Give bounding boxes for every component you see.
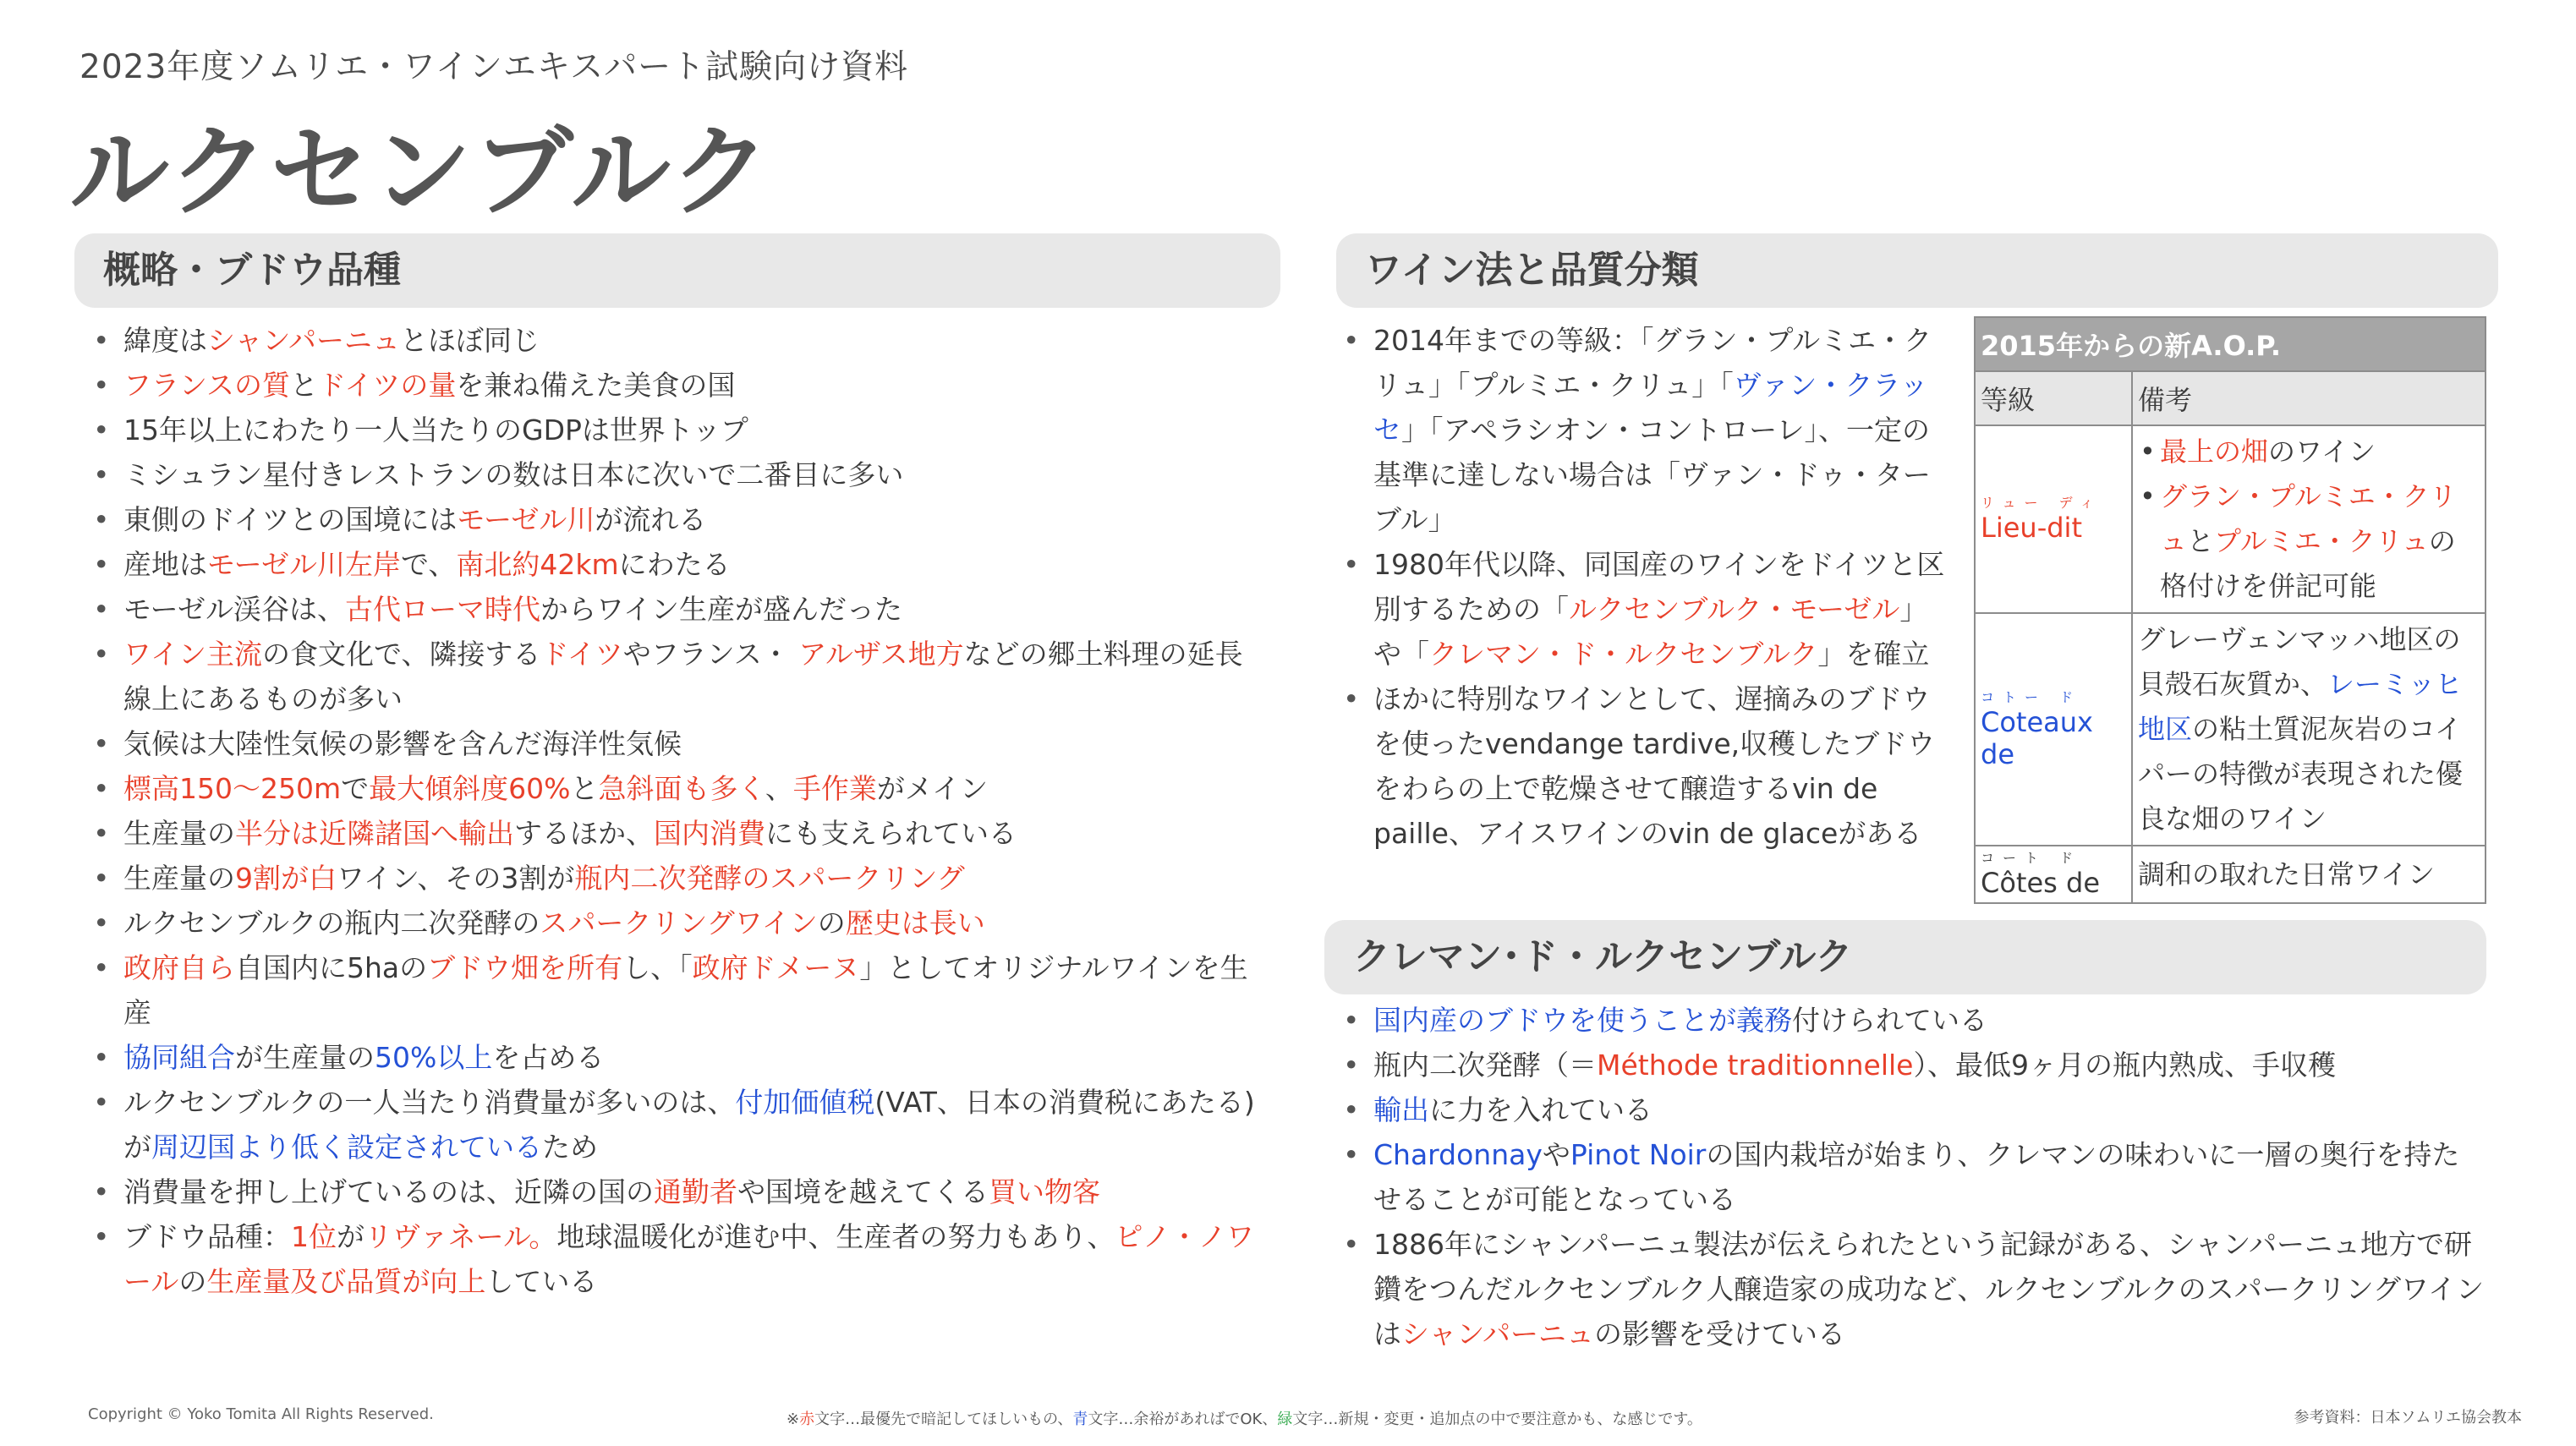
list-item <box>1335 1132 2485 1222</box>
aop-col-grade: 等級 <box>1975 371 2132 425</box>
text-run: ※ <box>787 1410 800 1428</box>
text-run: と <box>2187 525 2215 557</box>
highlighted-text: 付加価値税 <box>735 1086 875 1119</box>
text-run: 文字…新規・変更・追加点の中で要注意かも、な感じです。 <box>1292 1410 1702 1428</box>
list-item <box>1335 318 1952 542</box>
highlighted-text: 1位 <box>291 1220 337 1253</box>
table-row <box>1975 846 2486 903</box>
highlighted-text: リヴァネール。 <box>364 1220 557 1253</box>
aop-grade-cell <box>1975 425 2132 613</box>
list-item <box>85 1214 1269 1304</box>
text-run: を占める <box>492 1041 605 1074</box>
list-item <box>85 901 1269 945</box>
reference-note: 参考資料：日本ソムリエ協会教本 <box>2294 1409 2522 1427</box>
text-run: 瓶内二次発酵（＝ <box>1373 1049 1597 1082</box>
text-run: で <box>341 772 370 805</box>
highlighted-text: ドイツの量 <box>318 369 457 402</box>
list-item <box>85 632 1269 721</box>
text-run: や国境を越えてくる <box>737 1175 989 1208</box>
text-run: 1886年にシャンパーニュ製法が伝えられたという記録がある、シャンパーニュ地方で研鑽をつんだルクセンブルク人醸造家の成功など、ルクセンブルクのスパークリングワインは <box>1373 1228 2485 1350</box>
text-run: ミシュラン星付きレストランの数は日本に次いで二番目に多い <box>123 458 904 491</box>
highlighted-text: 買い物客 <box>989 1175 1100 1208</box>
highlighted-text: ブドウ畑を所有 <box>427 951 623 984</box>
text-run: 文字…最優先で暗記してほしいもの、 <box>814 1410 1073 1428</box>
highlighted-text: レーミッヒ地区 <box>2138 668 2463 745</box>
text-run: を兼ね備えた美食の国 <box>456 369 736 402</box>
law-list <box>1335 318 1952 856</box>
text-run: のワイン <box>2268 435 2376 468</box>
list-item <box>85 542 1269 587</box>
highlighted-text: アルザス地方 <box>798 638 964 671</box>
list-item <box>1335 1222 2485 1356</box>
highlighted-text: 青 <box>1072 1410 1088 1428</box>
aop-grade-cell <box>1975 846 2132 903</box>
text-run: 文字…余裕があればでOK、 <box>1088 1410 1278 1428</box>
text-run: 気候は大陸性気候の影響を含んだ海洋性気候 <box>123 727 682 760</box>
text-run: 緯度は <box>123 324 207 357</box>
text-run: 」や「 <box>1373 593 1928 671</box>
cremant-list <box>1335 998 2485 1356</box>
document-subtitle: 2023年度ソムリエ・ワインエキスパート試験向け資料 <box>79 48 909 86</box>
highlighted-text: 国内消費 <box>654 817 765 850</box>
table-row <box>1975 425 2486 613</box>
color-legend-note <box>787 1407 1702 1429</box>
highlighted-text: モーゼル川左岸 <box>207 548 402 581</box>
highlighted-text: 通勤者 <box>654 1175 737 1208</box>
highlighted-text: 手作業 <box>792 772 877 805</box>
highlighted-text: 政府自ら <box>123 951 235 984</box>
highlighted-text: Méthode traditionnelle <box>1597 1049 1914 1082</box>
page-title: ルクセンブルク <box>69 113 772 230</box>
highlighted-text: 半分は近隣諸国へ輸出 <box>235 817 514 850</box>
highlighted-text: ヴァン・クラッセ <box>1373 369 1928 446</box>
text-run: とほぼ同じ <box>400 324 540 357</box>
text-run: ほかに特別なワインとして、遅摘みのブドウを使ったvendange tardive,収穫したブドウをわらの上で乾燥させて醸造するvin de paille、アイスワインのvin de glaceがある <box>1373 682 1936 850</box>
text-run: にわたる <box>618 548 731 581</box>
highlighted-text: 急斜面も多く <box>598 772 765 805</box>
highlighted-text: プルミエ・クリュ <box>2214 525 2429 557</box>
aop-classification-table <box>1974 316 2486 904</box>
highlighted-text: 50%以上 <box>375 1041 493 1074</box>
text-run: と <box>570 772 599 805</box>
highlighted-text: 瓶内二次発酵のスパークリング <box>574 862 965 895</box>
text-run: の <box>817 906 846 939</box>
text-run: やフランス・ <box>622 638 799 671</box>
list-item <box>85 1080 1269 1169</box>
highlighted-text: 生産量及び品質が向上 <box>206 1265 486 1298</box>
highlighted-text: ドイツ <box>540 638 623 671</box>
text-run: などの郷土料理の延長線上にあるものが多い <box>123 638 1243 715</box>
text-run: 、 <box>765 772 793 805</box>
text-run: で、 <box>401 548 457 581</box>
aop-note-list <box>2138 430 2480 609</box>
highlighted-text: フランスの質 <box>123 369 291 402</box>
text-run: し、「 <box>622 951 693 984</box>
aop-note-cell <box>2132 613 2486 846</box>
highlighted-text: ルクセンブルク・モーゼル <box>1569 593 1900 626</box>
list-item <box>85 587 1269 632</box>
list-item <box>1335 1087 2485 1132</box>
list-item <box>85 363 1269 408</box>
text-run: からワイン生産が盛んだった <box>540 593 903 626</box>
text-run: 」としてオリジナルワインを生産 <box>123 951 1248 1029</box>
list-item <box>1335 1043 2485 1087</box>
list-item <box>1335 542 1952 676</box>
text-run: ）、最低9ヶ月の瓶内熟成、手収穫 <box>1913 1049 2336 1082</box>
highlighted-text: ピノ・ノワール <box>123 1220 1255 1298</box>
text-run: 自国内に5haの <box>235 951 428 984</box>
highlighted-text: 輸出 <box>1373 1093 1429 1126</box>
text-run: 1980年代以降、同国産のワインをドイツと区別するための「 <box>1373 548 1945 626</box>
aop-table-title: 2015年からの新A.O.P. <box>1975 317 2486 371</box>
text-run: ため <box>542 1131 598 1164</box>
text-run: している <box>485 1265 598 1298</box>
highlighted-text: シャンパーニュ <box>1401 1317 1595 1350</box>
text-run: 」「アペラシオン・コントローレ」、一定の基準に達しない場合は「ヴァン・ドゥ・ターブル」 <box>1373 414 1931 536</box>
highlighted-text: 最上の畑 <box>2160 435 2269 468</box>
list-item <box>85 811 1269 856</box>
highlighted-text: 赤 <box>799 1410 815 1428</box>
list-item <box>2138 430 2480 474</box>
text-run: 消費量を押し上げているのは、近隣の国の <box>123 1175 654 1208</box>
text-run: がメイン <box>876 772 989 805</box>
section-header-law: ワイン法と品質分類 <box>1336 233 2498 308</box>
text-run: 付けられている <box>1792 1004 1987 1037</box>
text-run: が生産量の <box>235 1041 375 1074</box>
text-run: 2014年までの等級：「グラン・プルミエ・クリュ」「プルミエ・クリュ」「 <box>1373 324 1932 402</box>
list-item <box>1335 676 1952 856</box>
highlighted-text: 最大傾斜度60% <box>369 772 571 805</box>
list-item <box>85 452 1269 497</box>
highlighted-text: Chardonnay <box>1373 1138 1543 1171</box>
text-run: にも支えられている <box>765 817 1017 850</box>
text-run: の <box>178 1265 207 1298</box>
text-run: 」を確立 <box>1817 638 1930 671</box>
table-row <box>1975 613 2486 846</box>
list-item <box>85 318 1269 363</box>
highlighted-text: モーゼル川 <box>457 503 595 536</box>
text-run: モーゼル渓谷は、 <box>123 593 346 626</box>
text-run: 産地は <box>123 548 207 581</box>
list-item <box>85 1035 1269 1080</box>
text-run: に力を入れている <box>1429 1093 1652 1126</box>
section-header-overview: 概略・ブドウ品種 <box>74 233 1280 308</box>
highlighted-text: グラン・プルミエ・クリュ <box>2160 480 2457 557</box>
aop-grade-name: Côtes de <box>1981 867 2100 899</box>
text-run: の影響を受けている <box>1594 1317 1846 1350</box>
list-item <box>1335 998 2485 1043</box>
text-run: ブドウ品種： <box>123 1220 291 1253</box>
text-run: の格付けを併記可能 <box>2160 525 2456 602</box>
copyright-notice: Copyright © Yoko Tomita All Rights Reserved. <box>88 1405 434 1423</box>
text-run: の食文化で、隣接する <box>262 638 541 671</box>
list-item <box>85 497 1269 542</box>
highlighted-text: クレマン・ド・ルクセンブルク <box>1429 638 1818 671</box>
highlighted-text: 南北約42km <box>456 548 619 581</box>
highlighted-text: 古代ローマ時代 <box>345 593 541 626</box>
text-run: ワイン、その3割が <box>337 862 575 895</box>
aop-note-cell <box>2132 846 2486 903</box>
text-run: や <box>1542 1138 1570 1171</box>
text-run: の国内栽培が始まり、クレマンの味わいに一層の奥行を持たせることが可能となっている <box>1373 1138 2460 1216</box>
highlighted-text: 政府ドメーヌ <box>692 951 860 984</box>
text-run: するほか、 <box>514 817 654 850</box>
list-item <box>85 408 1269 452</box>
highlighted-text: 緑 <box>1277 1410 1293 1428</box>
text-run: 生産量の <box>123 817 235 850</box>
highlighted-text: 標高150〜250m <box>123 772 342 805</box>
text-run: グレーヴェンマッハ地区の貝殻石灰質か、 <box>2138 623 2461 700</box>
overview-list <box>85 318 1269 1304</box>
text-run: ルクセンブルクの一人当たり消費量が多いのは、 <box>123 1086 736 1119</box>
highlighted-text: 9割が白 <box>235 862 337 895</box>
text-run: 地球温暖化が進む中、生産者の努力もあり、 <box>556 1220 1115 1253</box>
ruby-text: コトー ド <box>1981 688 2082 705</box>
aop-col-notes: 備考 <box>2132 371 2486 425</box>
text-run: (VAT、日本の消費税にあたる)が <box>123 1086 1255 1164</box>
highlighted-text: 協同組合 <box>123 1041 235 1074</box>
section-header-cremant: クレマン･ド・ルクセンブルク <box>1324 920 2486 994</box>
ruby-text: リュー ディ <box>1981 495 2102 511</box>
text-run: と <box>290 369 319 402</box>
highlighted-text: 周辺国より低く設定されている <box>151 1131 542 1164</box>
text-run: の粘土質泥灰岩のコイパーの特徴が表現された優良な畑のワイン <box>2138 713 2464 835</box>
highlighted-text: スパークリングワイン <box>540 906 818 939</box>
aop-note-cell <box>2132 425 2486 613</box>
text-run: 15年以上にわたり一人当たりのGDPは世界トップ <box>123 414 748 446</box>
text-run: 調和の取れた日常ワイン <box>2138 857 2436 890</box>
list-item <box>85 1169 1269 1214</box>
list-item <box>85 945 1269 1035</box>
highlighted-text: 歴史は長い <box>845 906 985 939</box>
aop-grade-cell <box>1975 613 2132 846</box>
list-item <box>85 721 1269 766</box>
ruby-text: コート ド <box>1981 850 2082 866</box>
highlighted-text: シャンパーニュ <box>207 324 401 357</box>
list-item <box>85 766 1269 811</box>
text-run: が <box>337 1220 364 1253</box>
text-run: が流れる <box>595 503 707 536</box>
text-run: 生産量の <box>123 862 235 895</box>
text-run: ルクセンブルクの瓶内二次発酵の <box>123 906 540 939</box>
aop-grade-name: Lieu-dit <box>1981 512 2082 544</box>
list-item <box>85 856 1269 901</box>
text-run: 東側のドイツとの国境には <box>123 503 458 536</box>
list-item <box>2138 474 2480 609</box>
highlighted-text: Pinot Noir <box>1570 1138 1707 1171</box>
highlighted-text: ワイン主流 <box>123 638 263 671</box>
aop-grade-name: Coteaux de <box>1981 705 2093 770</box>
highlighted-text: 国内産のブドウを使うことが義務 <box>1373 1004 1792 1037</box>
